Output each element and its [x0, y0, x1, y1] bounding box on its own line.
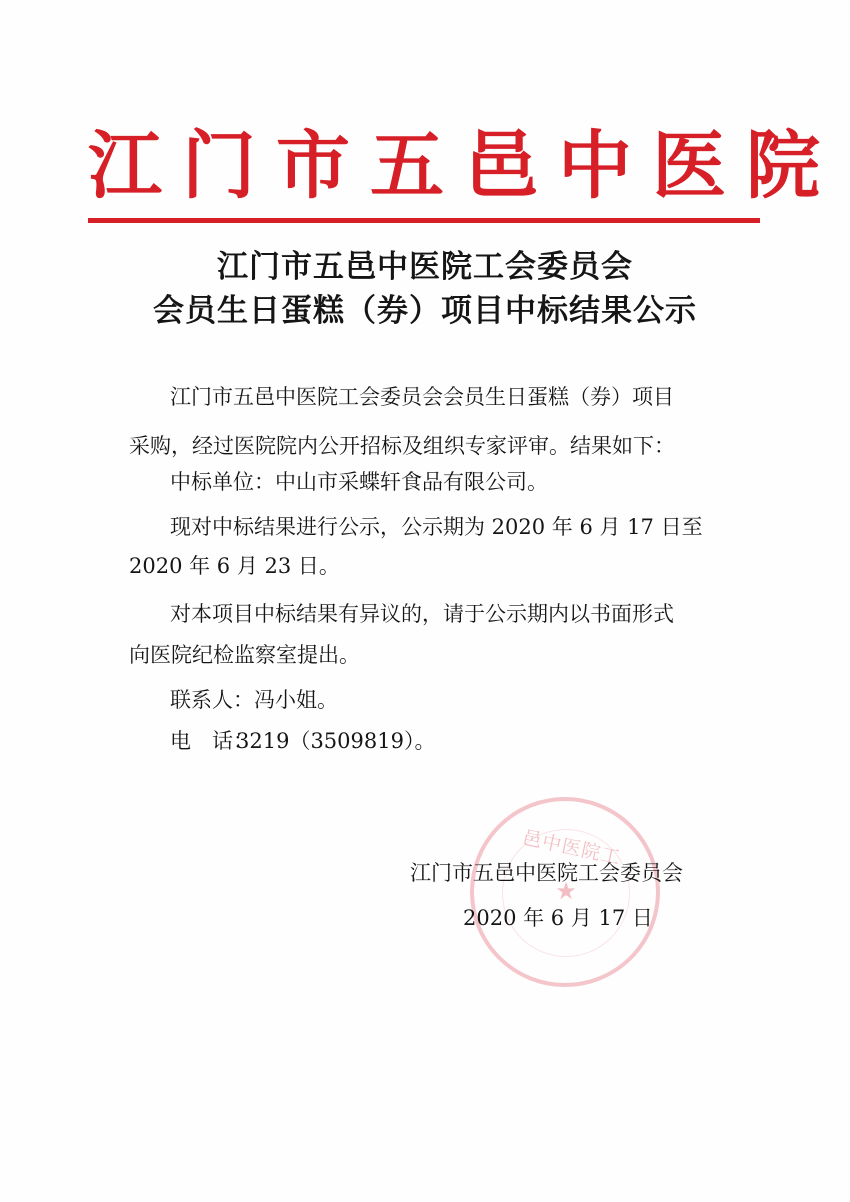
signature-organization: 江门市五邑中医院工会委员会 — [410, 861, 683, 885]
contact-name: 冯小姐。 — [254, 688, 338, 712]
objection-line: 对本项目中标结果有异议的，请于公示期内以书面形式 — [170, 602, 674, 626]
telephone-label: 电 话： — [170, 729, 254, 753]
star-icon: ★ — [555, 877, 577, 905]
official-seal-stamp — [470, 797, 660, 987]
telephone-value: 3219（3509819）。 — [236, 729, 436, 753]
notice-title-line-2: 会员生日蛋糕（券）项目中标结果公示 — [153, 293, 697, 329]
contact-person-line — [170, 685, 338, 715]
signature-date: 2020 年 6 月 17 日 — [463, 906, 653, 930]
public-notice-period-line: 现对中标结果进行公示，公示期为 2020 年 6 月 17 日至 — [170, 515, 703, 539]
contact-label: 联系人： — [170, 688, 254, 712]
telephone-line — [170, 726, 435, 756]
body-paragraph-line: 采购，经过医院院内公开招标及组织专家评审。结果如下： — [129, 434, 675, 458]
official-seal-text: 邑中医院工 — [520, 826, 623, 870]
letterhead-red-rule — [88, 218, 760, 223]
body-paragraph-line: 江门市五邑中医院工会委员会会员生日蛋糕（券）项目 — [170, 385, 674, 409]
winning-company-line: 中标单位：中山市采蝶轩食品有限公司。 — [170, 470, 548, 494]
official-seal-inner-ring — [502, 829, 630, 957]
public-notice-period-line: 2020 年 6 月 23 日。 — [129, 554, 340, 578]
objection-line: 向医院纪检监察室提出。 — [129, 643, 360, 667]
letterhead-title: 江门市五邑中医院 — [88, 123, 840, 209]
notice-title-line-1: 江门市五邑中医院工会委员会 — [217, 249, 633, 285]
